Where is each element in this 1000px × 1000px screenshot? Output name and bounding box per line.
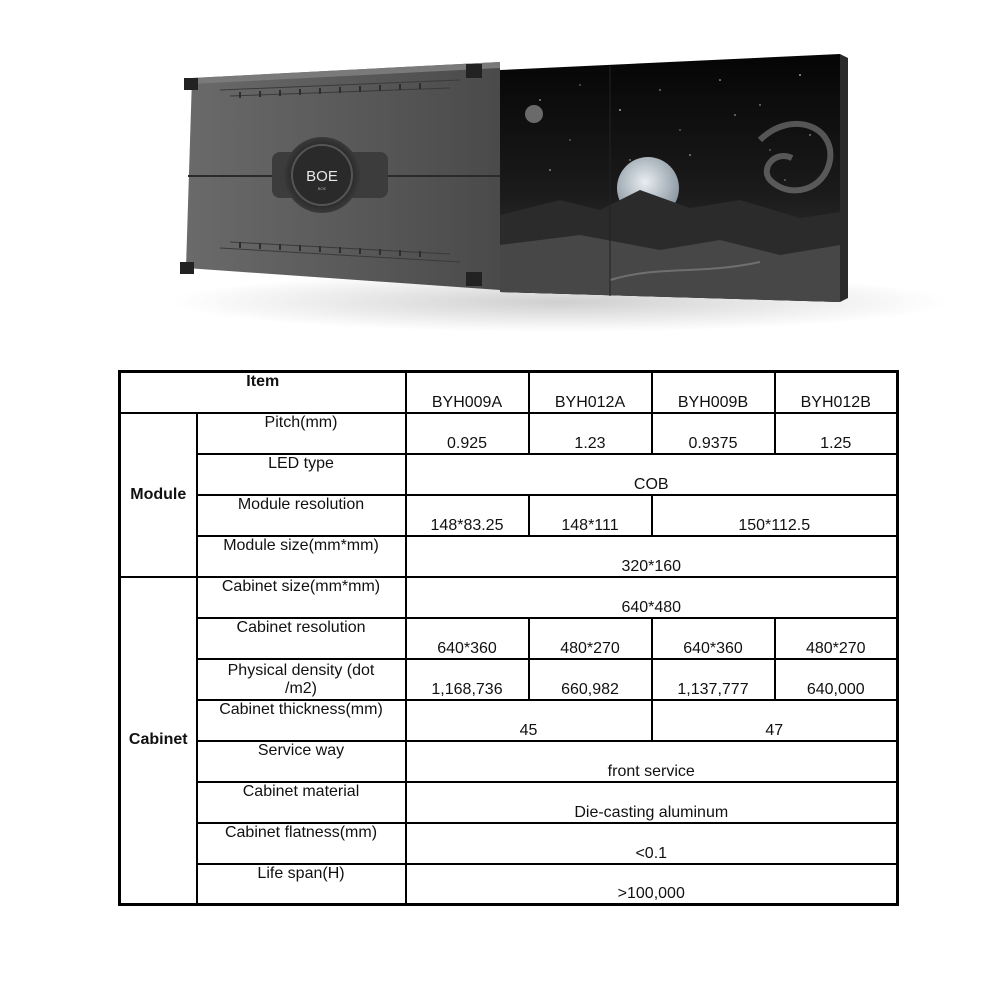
module-resolution-value: 148*83.25 [406, 495, 529, 536]
life-span-value: >100,000 [406, 864, 898, 905]
physical-density-label-line2: /m2) [285, 679, 317, 697]
module-resolution-value: 148*111 [529, 495, 652, 536]
table-row [120, 782, 898, 823]
physical-density-value: 1,137,777 [652, 659, 775, 700]
cabinet-resolution-value: 640*360 [652, 618, 775, 659]
table-row [120, 454, 898, 495]
table-row [120, 823, 898, 864]
cabinet-thickness-value: 47 [652, 700, 898, 741]
model-byh012a: BYH012A [529, 372, 652, 413]
cabinet-resolution-value: 480*270 [529, 618, 652, 659]
table-row [120, 536, 898, 577]
table-row [120, 413, 898, 454]
table-row [120, 618, 898, 659]
pitch-value: 0.925 [406, 413, 529, 454]
physical-density-value: 660,982 [529, 659, 652, 700]
row-label-cabinet-size: Cabinet size(mm*mm) [197, 577, 406, 618]
row-label-pitch: Pitch(mm) [197, 413, 406, 454]
item-header: Item [120, 372, 406, 413]
table-row [120, 700, 898, 741]
logo-text: BOE [306, 168, 338, 185]
service-way-value: front service [406, 741, 898, 782]
row-label-cabinet-resolution: Cabinet resolution [197, 618, 406, 659]
table-header-row [120, 372, 898, 413]
logo-subtext: BOE [317, 186, 327, 191]
cabinet-thickness-value: 45 [406, 700, 652, 741]
group-module: Module [120, 413, 197, 577]
model-byh012b: BYH012B [775, 372, 898, 413]
row-label-module-size: Module size(mm*mm) [197, 536, 406, 577]
model-byh009b: BYH009B [652, 372, 775, 413]
cabinet-resolution-value: 480*270 [775, 618, 898, 659]
pitch-value: 1.25 [775, 413, 898, 454]
table-row [120, 741, 898, 782]
table-row [120, 864, 898, 905]
group-cabinet: Cabinet [120, 577, 197, 905]
led-type-value: COB [406, 454, 898, 495]
row-label-module-resolution: Module resolution [197, 495, 406, 536]
pitch-value: 0.9375 [652, 413, 775, 454]
cabinet-size-value: 640*480 [406, 577, 898, 618]
table-row [120, 659, 898, 700]
row-label-physical-density [197, 659, 406, 700]
row-label-cabinet-thickness: Cabinet thickness(mm) [197, 700, 406, 741]
cabinet-resolution-value: 640*360 [406, 618, 529, 659]
row-label-life-span: Life span(H) [197, 864, 406, 905]
spec-table [118, 370, 899, 906]
table-row [120, 577, 898, 618]
model-byh009a: BYH009A [406, 372, 529, 413]
display-front [500, 54, 848, 302]
row-label-service-way: Service way [197, 741, 406, 782]
module-size-value: 320*160 [406, 536, 898, 577]
physical-density-value: 640,000 [775, 659, 898, 700]
pitch-value: 1.23 [529, 413, 652, 454]
row-label-cabinet-flatness: Cabinet flatness(mm) [197, 823, 406, 864]
cabinet-back [180, 62, 500, 290]
physical-density-value: 1,168,736 [406, 659, 529, 700]
module-resolution-value: 150*112.5 [652, 495, 898, 536]
product-image [160, 40, 960, 360]
table-row [120, 495, 898, 536]
row-label-led-type: LED type [197, 454, 406, 495]
row-label-cabinet-material: Cabinet material [197, 782, 406, 823]
physical-density-label-line1: Physical density (dot [227, 661, 375, 679]
cabinet-material-value: Die-casting aluminum [406, 782, 898, 823]
cabinet-flatness-value: <0.1 [406, 823, 898, 864]
